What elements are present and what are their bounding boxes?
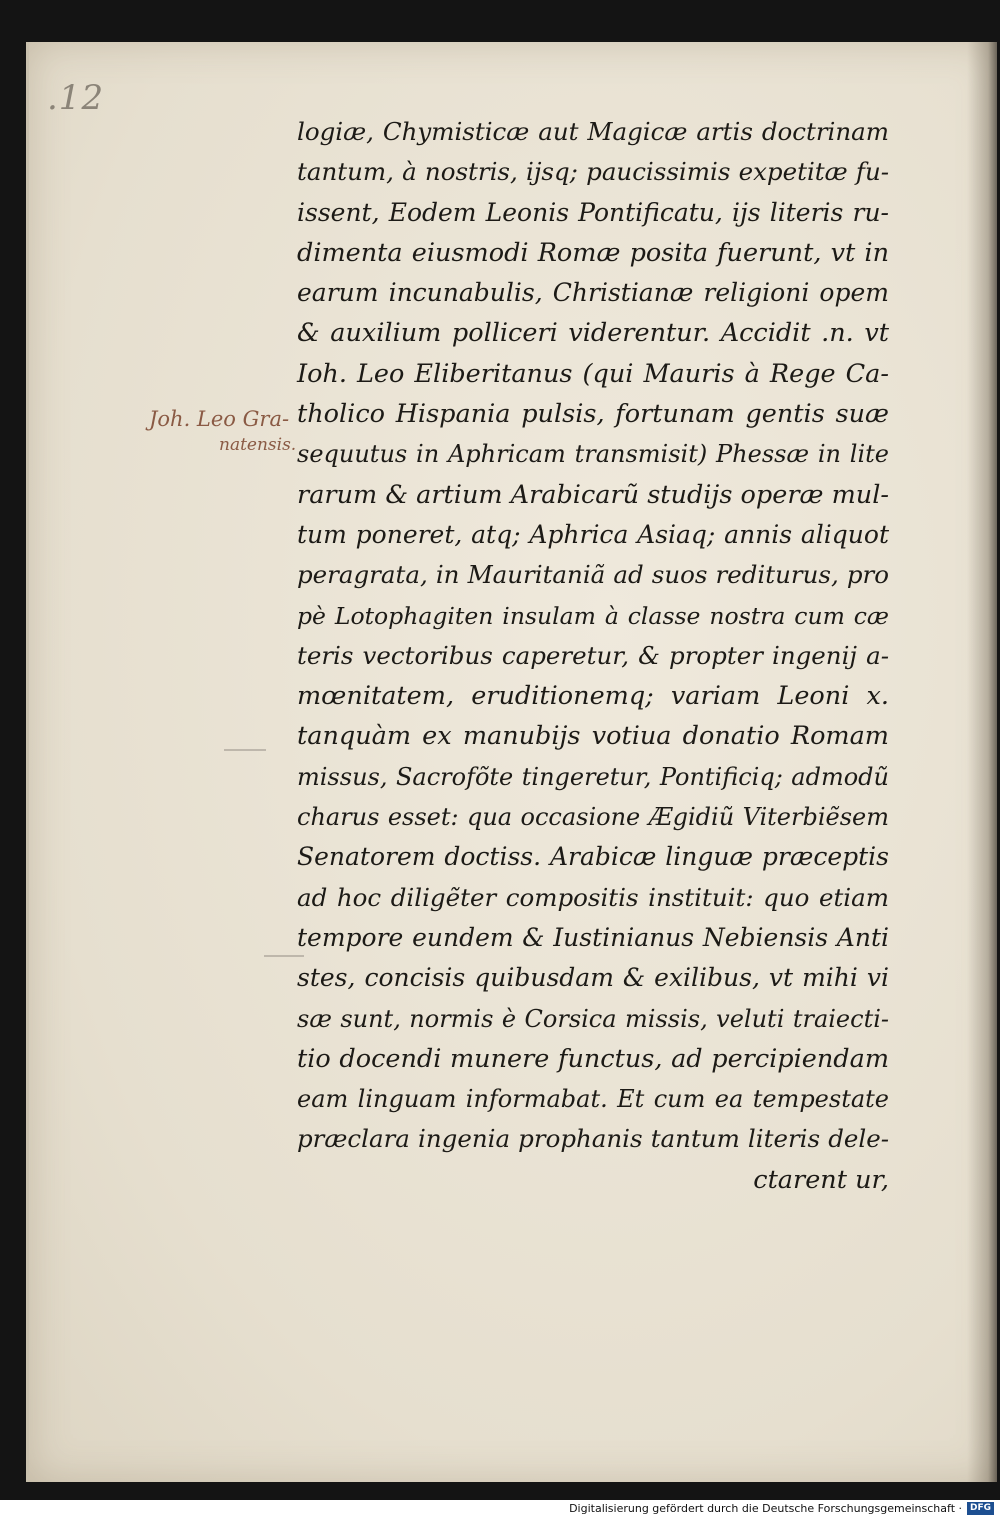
text-line: sequutus in Aphricam transmisit) Phessæ in lite <box>297 440 889 469</box>
text-line: peragrata, in Mauritaniã ad suos rediturus, pro <box>297 560 889 590</box>
text-line: issent, Eodem Leonis Pontificatu, ijs literis ru- <box>297 197 889 227</box>
text-line: stes, concisis quibusdam & exilibus, vt mihi vi <box>297 963 889 993</box>
text-line: missus, Sacrofõte tingeretur, Pontificiq; admodũ <box>297 762 889 791</box>
page-gutter-shadow <box>967 42 997 1482</box>
margin-mark <box>224 749 266 751</box>
text-line-catchword: ctarent ur, <box>753 1164 889 1195</box>
text-line: tantum, à nostris, ijsq; paucissimis expetitæ fu- <box>297 157 889 187</box>
body-text <box>297 112 889 1200</box>
text-line: dimenta eiusmodi Romæ posita fuerunt, vt in <box>297 237 889 268</box>
text-line: teris vectoribus caperetur, & propter ingenij a- <box>297 640 889 670</box>
text-line: charus esset: qua occasione Ægidiũ Viterbiẽsem <box>297 803 889 832</box>
text-line: tanquàm ex manubijs votiua donatio Romam <box>297 721 889 752</box>
text-line: eam linguam informabat. Et cum ea tempestate <box>297 1085 889 1114</box>
text-line: earum incunabulis, Christianæ religioni opem <box>297 278 889 308</box>
text-line: tum poneret, atq; Aphrica Asiaq; annis aliquot <box>297 519 889 549</box>
text-line: tio docendi munere functus, ad percipiendam <box>297 1043 889 1074</box>
digitization-footer <box>0 1500 1000 1517</box>
margin-note-line: natensis. <box>219 435 297 455</box>
funding-credit: Digitalisierung gefördert durch die Deutsche Forschungsgemeinschaft · <box>569 1502 962 1515</box>
text-line: ad hoc diligẽter compositis instituit: quo etiam <box>297 882 889 912</box>
text-line: rarum & artium Arabicarũ studijs operæ mul- <box>297 479 889 510</box>
text-line: & auxilium polliceri viderentur. Accidit .n. vt <box>297 318 889 349</box>
text-line: mœnitatem, eruditionemq; variam Leoni x. <box>297 681 889 712</box>
margin-note-line: Joh. Leo Gra- <box>149 407 290 431</box>
text-line: sæ sunt, normis è Corsica missis, veluti traiecti- <box>297 1004 889 1033</box>
text-line: Ioh. Leo Eliberitanus (qui Mauris à Rege Ca- <box>297 358 889 389</box>
folio-number: .12 <box>47 78 105 118</box>
text-line: præclara ingenia prophanis tantum literis dele- <box>297 1124 889 1154</box>
dfg-logo: DFG <box>967 1502 994 1515</box>
text-line: logiæ, Chymisticæ aut Magicæ artis doctrinam <box>297 117 889 146</box>
text-line: Senatorem doctiss. Arabicæ linguæ præceptis <box>297 842 889 872</box>
text-line: tholico Hispania pulsis, fortunam gentis suæ <box>297 399 889 430</box>
text-line: pè Lotophagiten insulam à classe nostra cum cæ <box>297 601 889 630</box>
text-line: tempore eundem & Iustinianus Nebiensis Anti <box>297 922 889 952</box>
